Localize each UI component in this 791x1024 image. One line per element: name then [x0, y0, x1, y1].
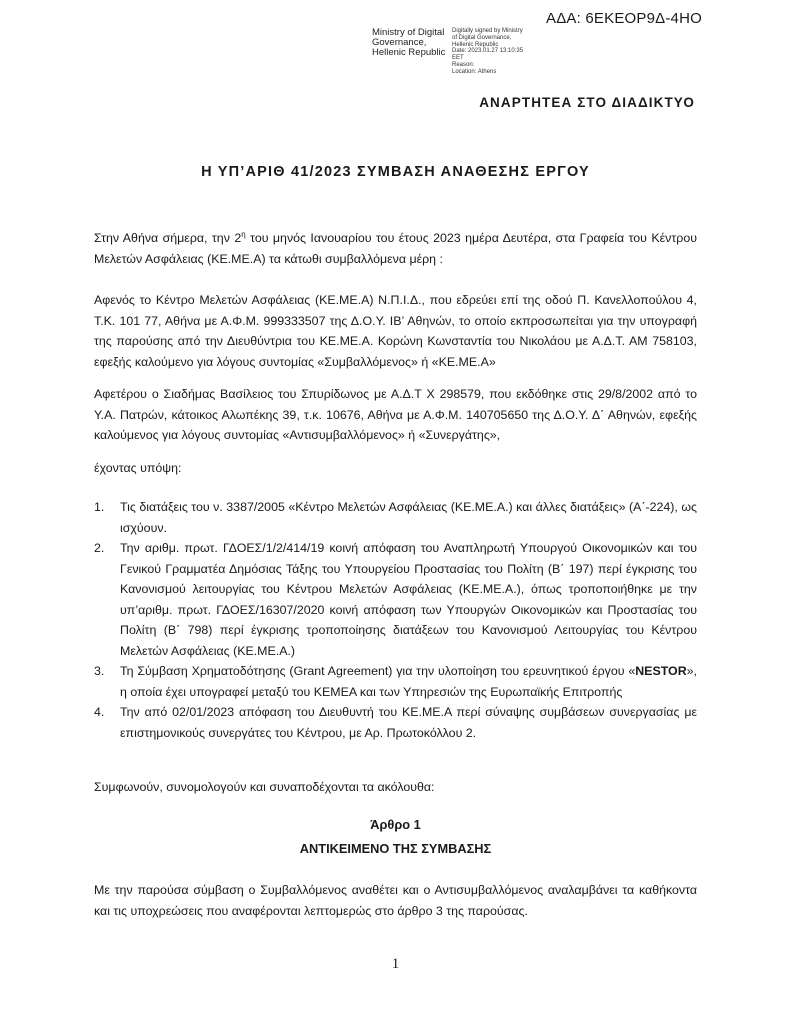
list-item	[94, 538, 697, 661]
signature-detail-line: Digitally signed by Ministry	[452, 28, 523, 34]
contract-title: Η ΥΠ’ΑΡΙΘ 41/2023 ΣΥΜΒΑΣΗ ΑΝΑΘΕΣΗΣ ΕΡΓΟΥ	[201, 164, 590, 180]
list-item-number: 3.	[94, 664, 105, 678]
list-item	[94, 661, 697, 702]
ordinal-superscript: η	[241, 229, 246, 239]
intro-text-end: του μηνός Ιανουαρίου του έτους 2023 ημέρα Δευτέρα, στα Γραφεία του Κέντρου Μελετών Ασφάλειας (ΚΕ.ΜΕ.Α) τα κάτωθι συμβαλλόμενα μέρη :	[94, 231, 697, 266]
list-item-text-end: », η οποία έχει υπογραφεί μεταξύ του ΚΕΜΕΑ και των Υπηρεσιών της Ευρωπαϊκής Επιτροπής	[120, 664, 697, 699]
agreement-paragraph: Συμφωνούν, συνομολογούν και συναποδέχονται τα ακόλουθα:	[94, 780, 435, 794]
list-item-text: Την αριθμ. πρωτ. ΓΔΟΕΣ/1/2/414/19 κοινή απόφαση του Αναπληρωτή Υπουργού Οικονομικών και του Γενικού Γραμματέα Δημόσιας Τάξης του Υπουργείου Προστασίας του Πολίτη (Β΄ 197) περί έγκρισης του Κανονισμού λειτουργίας του Κέντρου Μελετών Ασφάλειας (ΚΕ.ΜΕ.Α.), όπως τροποποιήθηκε με την υπ’αριθμ. πρωτ. ΓΔΟΕΣ/16307/2020 κοινή απόφαση των Υπουργών Οικονομικών και Προστασίας του Πολίτη (Β΄ 798) περί έγκρισης τροποποίησης διατάξεων του Κανονισμού Λειτουργίας του Κέντρου Μελετών Ασφάλειας (ΚΕ.ΜΕ.Α.)	[120, 541, 697, 658]
signature-org-line: Hellenic Republic	[372, 47, 446, 58]
list-item-text-start: Τη Σύμβαση Χρηματοδότησης (Grant Agreement) για την υλοποίηση του ερευνητικού έργου «	[120, 664, 636, 678]
list-item-number: 1.	[94, 500, 105, 514]
signature-detail-line: of Digital Governance,	[452, 34, 512, 41]
list-item-text: Την από 02/01/2023 απόφαση του Διευθυντή του ΚΕ.ΜΕ.Α περί σύναψης συμβάσεων συνεργασίας με επιστημονικούς συνεργάτες του Κέντρου, με Αρ. Πρωτοκόλλου 2.	[120, 705, 697, 740]
intro-text-start: Στην Αθήνα σήμερα, την 2	[94, 231, 242, 245]
signature-details	[452, 28, 552, 76]
ada-code: ΑΔΑ: 6ΕΚΕΟΡ9Δ-4ΗΟ	[546, 10, 702, 27]
party-one-paragraph: Αφενός το Κέντρο Μελετών Ασφάλειας (ΚΕ.ΜΕ.Α) Ν.Π.Ι.Δ., που εδρεύει επί της οδού Π. Κανελλοπούλου 4, Τ.Κ. 101 77, Αθήνα με Α.Φ.Μ. 999333507 της Δ.Ο.Υ. ΙΒ’ Αθηνών, το οποίο εκπροσωπείται για την υπογραφή της παρούσης από την Διευθύντρια του ΚΕ.ΜΕ.Α. Κορώνη Κωνσταντία του Νικολάου με Α.Δ.Τ. ΑΜ 758103, εφεξής καλούμενο για λόγους συντομίας «Συμβαλλόμενος» ή «ΚΕ.ΜΕ.Α»	[94, 293, 697, 369]
article-number: Άρθρο 1	[370, 817, 421, 832]
signature-organization	[372, 28, 450, 58]
signature-detail-line: Location: Athens	[452, 68, 497, 75]
considering-label: έχοντας υπόψη:	[94, 461, 182, 475]
article-title: ΑΝΤΙΚΕΙΜΕΝΟ ΤΗΣ ΣΥΜΒΑΣΗΣ	[299, 841, 492, 856]
article-text: Με την παρούσα σύμβαση ο Συμβαλλόμενος αναθέτει και ο Αντισυμβαλλόμενος αναλαμβάνει τα καθήκοντα και τις υποχρεώσεις που αναφέρονται λεπτομερώς στο άρθρο 3 της παρούσας.	[94, 883, 697, 918]
signature-detail-line: EET	[452, 55, 464, 62]
list-item-text: Τις διατάξεις του ν. 3387/2005 «Κέντρο Μελετών Ασφάλειας (ΚΕ.ΜΕ.Α.) και άλλες διατάξεις» (Α΄-224), ως ισχύουν.	[120, 500, 697, 535]
signature-detail-line: Date: 2023.01.27 13:10:35	[452, 48, 524, 55]
party-two-paragraph: Αφετέρου ο Σιαδήμας Βασίλειος του Σπυρίδωνος με Α.Δ.Τ Χ 298579, που εκδόθηκε στις 29/8/2002 από το Υ.Α. Πατρών, κάτοικος Αλωπέκης 39, τ.κ. 10676, Αθήνα με Α.Φ.Μ. 140705650 της Δ.Ο.Υ. Δ΄ Αθηνών, εφεξής καλούμενος για λόγους συντομίας «Αντισυμβαλλόμενος» ή «Συνεργάτης»,	[94, 387, 697, 442]
posted-online-label: ΑΝΑΡΤΗΤΕΑ ΣΤΟ ΔΙΑΔΙΚΤΥΟ	[479, 95, 695, 110]
list-item	[94, 702, 697, 743]
list-item-number: 4.	[94, 705, 105, 719]
page-number: 1	[391, 956, 400, 972]
project-name: NESTOR	[635, 664, 687, 678]
signature-org-line: Ministry of Digital	[372, 27, 445, 38]
considerations-list	[94, 497, 697, 743]
signature-detail-line: Hellenic Republic	[452, 41, 499, 48]
list-item-number: 2.	[94, 541, 105, 555]
signature-detail-line: Reason:	[452, 61, 475, 68]
list-item	[94, 497, 697, 538]
signature-org-line: Governance,	[372, 37, 427, 48]
intro-paragraph	[94, 228, 697, 269]
